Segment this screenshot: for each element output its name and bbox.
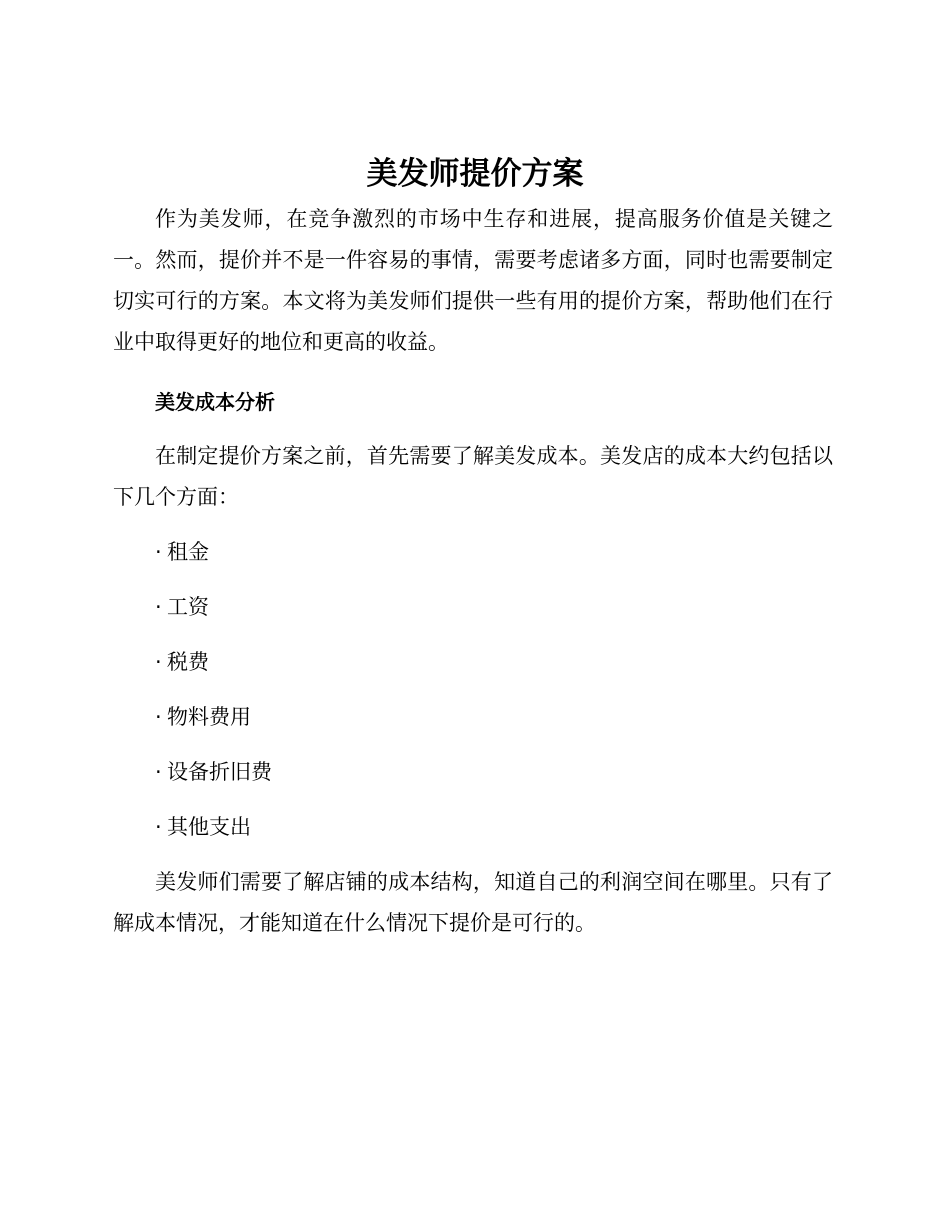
cost-analysis-heading: 美发成本分析 [155, 390, 275, 414]
bullet-icon: · [155, 540, 162, 564]
intro-paragraph: 作为美发师，在竞争激烈的市场中生存和进展，提高服务价值是关键之一。然而，提价并不是一件容易的事情，需要考虑诸多方面，同时也需要制定切实可行的方案。本文将为美发师们提供一些有用的提价方案，帮助他们在行业中取得更好的地位和更高的收益。 [113, 207, 833, 354]
document-title: 美发师提价方案 [366, 156, 584, 192]
bullet-icon: · [155, 760, 162, 784]
cost-item-rent [155, 531, 272, 586]
closing-paragraph: 美发师们需要了解店铺的成本结构，知道自己的利润空间在哪里。只有了解成本情况，才能知道在什么情况下提价是可行的。 [113, 870, 833, 935]
bullet-icon: · [155, 815, 162, 839]
bullet-icon: · [155, 595, 162, 619]
cost-intro-paragraph: 在制定提价方案之前，首先需要了解美发成本。美发店的成本大约包括以下几个方面： [113, 444, 833, 509]
cost-items-list [155, 531, 272, 861]
bullet-icon: · [155, 705, 162, 729]
cost-item-label: 工资 [167, 595, 209, 619]
cost-item-label: 其他支出 [167, 815, 251, 839]
cost-item-label: 物料费用 [167, 705, 251, 729]
cost-item-materials [155, 696, 272, 751]
cost-item-wages [155, 586, 272, 641]
bullet-icon: · [155, 650, 162, 674]
cost-item-label: 税费 [167, 650, 209, 674]
cost-item-label: 租金 [167, 540, 209, 564]
cost-item-depreciation [155, 751, 272, 806]
cost-item-label: 设备折旧费 [167, 760, 272, 784]
cost-item-taxes [155, 641, 272, 696]
cost-item-other [155, 806, 272, 861]
